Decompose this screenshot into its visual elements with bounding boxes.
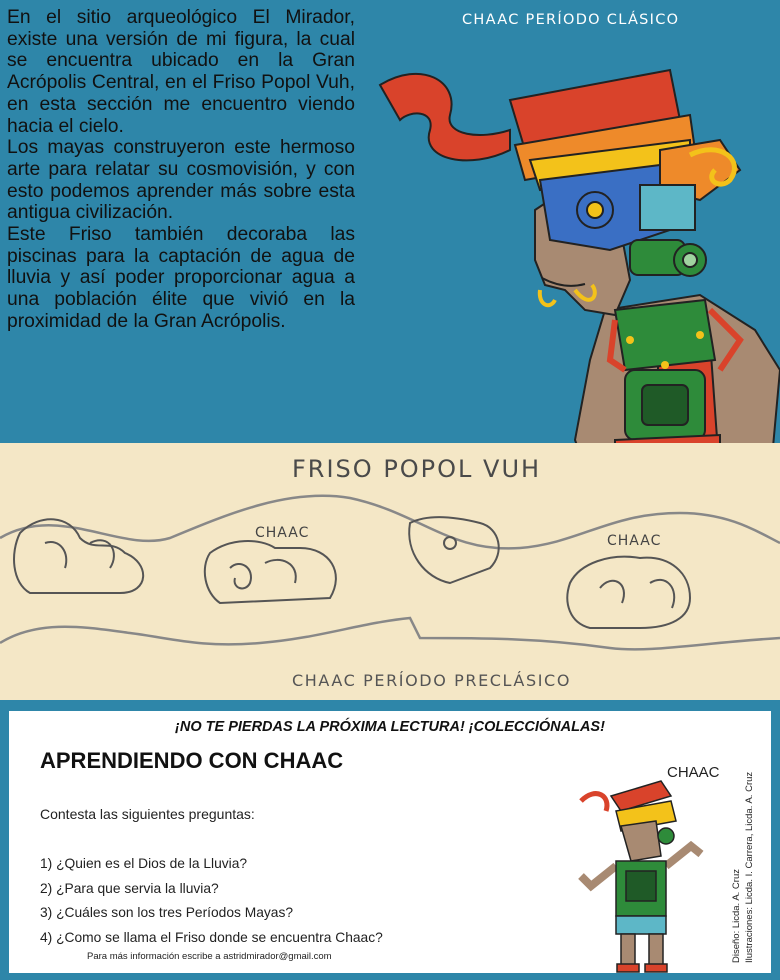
frieze-section <box>0 443 780 700</box>
activity-section <box>0 700 780 980</box>
question-item: 3) ¿Cuáles son los tres Períodos Mayas? <box>40 905 294 920</box>
credits <box>731 772 756 963</box>
activity-card <box>9 711 771 973</box>
activity-heading: APRENDIENDO CON CHAAC <box>40 748 344 773</box>
questions-prompt: Contesta las siguientes preguntas: <box>40 806 255 822</box>
intro-paragraph-2: Los mayas construyeron este hermoso arte para relatar su cosmovisión, y con esto podemos aprender más sobre esta antigua civilización. <box>7 137 355 224</box>
preclassic-period-caption: CHAAC PERÍODO PRECLÁSICO <box>292 671 572 690</box>
contact-note: Para más información escribe a astridmirador@gmail.com <box>87 951 332 962</box>
question-item: 2) ¿Para que servia la lluvia? <box>40 880 219 896</box>
chaac-classic-illustration <box>360 40 780 480</box>
illustration-credit: Ilustraciones: Licda. I. Carrera, Licda. A. Cruz <box>743 771 755 963</box>
frieze-title: FRISO POPOL VUH <box>292 455 542 483</box>
frieze-label-left: CHAAC <box>255 525 310 541</box>
intro-paragraph-1: En el sitio arqueológico El Mirador, existe una versión de mi figura, la cual se encuentra ubicado en la Gran Acrópolis Central, en el Friso Popol Vuh, en esta sección me encuentro viendo hacia el cielo. <box>7 7 355 137</box>
frieze-label-right: CHAAC <box>607 533 662 549</box>
intro-paragraph-3: Este Friso también decoraba las piscinas para la captación de agua de lluvia y así poder proporcionar agua a una población élite que vivió en la proximidad de la Gran Acrópolis. <box>7 224 355 332</box>
classic-period-caption: CHAAC PERÍODO CLÁSICO <box>462 12 680 28</box>
question-item: 1) ¿Quien es el Dios de la Lluvia? <box>40 856 248 871</box>
chaac-figure-illustration <box>571 776 711 976</box>
design-credit: Diseño: Licda. A. Cruz <box>731 869 742 963</box>
collect-banner: ¡NO TE PIERDAS LA PRÓXIMA LECTURA! ¡COLECCIÓNALAS! <box>175 719 605 735</box>
question-item: 4) ¿Como se llama el Friso donde se encuentra Chaac? <box>40 929 383 945</box>
intro-text <box>7 7 355 333</box>
figure-label: CHAAC <box>667 764 720 781</box>
questions-list <box>40 852 383 950</box>
